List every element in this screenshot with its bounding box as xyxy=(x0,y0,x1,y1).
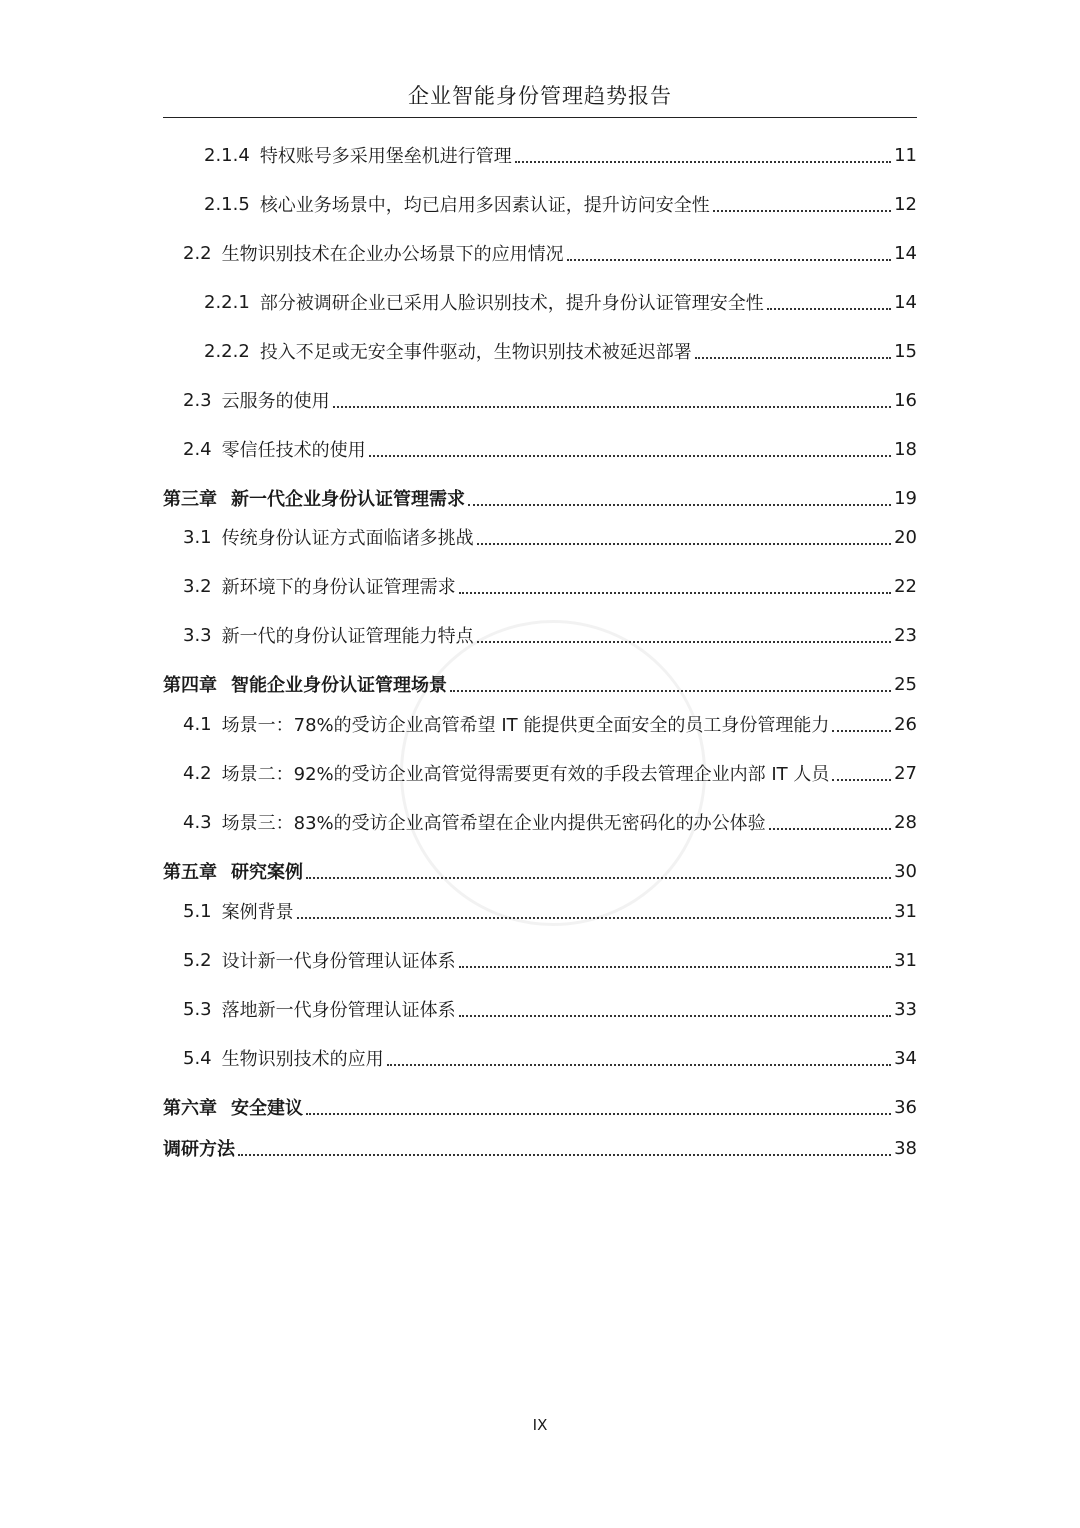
toc-entry-title: 云服务的使用 xyxy=(221,391,330,412)
toc-entry-page: 31 xyxy=(894,900,917,922)
toc-entry[interactable] xyxy=(204,140,917,170)
toc-dot-leader xyxy=(450,690,891,692)
toc-entry[interactable] xyxy=(183,434,917,464)
toc-entry[interactable] xyxy=(183,807,917,837)
toc-entry-number: 2.1.4 xyxy=(204,144,250,166)
toc-entry-number: 2.1.5 xyxy=(204,193,250,215)
toc-entry-page: 12 xyxy=(894,193,917,215)
toc-entry-title: 调研方法 xyxy=(163,1139,235,1160)
toc-entry-title: 生物识别技术的应用 xyxy=(221,1049,384,1070)
toc-dot-leader xyxy=(767,308,891,310)
toc-dot-leader xyxy=(459,592,891,594)
toc-dot-leader xyxy=(459,1015,891,1017)
toc-entry-number: 2.2.2 xyxy=(204,340,250,362)
toc-dot-leader xyxy=(695,357,891,359)
toc-dot-leader xyxy=(369,455,891,457)
toc-entry-title: 特权账号多采用堡垒机进行管理 xyxy=(259,146,512,167)
toc-dot-leader xyxy=(468,504,891,506)
toc-entry-page: 30 xyxy=(894,860,917,882)
toc-entry[interactable] xyxy=(204,336,917,366)
toc-dot-leader xyxy=(387,1064,891,1066)
toc-entry-number: 5.1 xyxy=(183,900,212,922)
toc-entry-page: 28 xyxy=(894,811,917,833)
running-header-title: 企业智能身份管理趋势报告 xyxy=(408,84,672,108)
toc-dot-leader xyxy=(238,1154,891,1156)
toc-entry-page: 20 xyxy=(894,526,917,548)
toc-entry[interactable] xyxy=(163,483,917,513)
toc-entry[interactable] xyxy=(183,571,917,601)
toc-entry-number: 3.3 xyxy=(183,624,212,646)
toc-entry-title: 新一代企业身份认证管理需求 xyxy=(231,489,465,510)
toc-entry-title: 部分被调研企业已采用人脸识别技术，提升身份认证管理安全性 xyxy=(259,293,764,314)
toc-entry-number: 5.4 xyxy=(183,1047,212,1069)
toc-entry-title: 场景二：92%的受访企业高管觉得需要更有效的手段去管理企业内部 IT 人员 xyxy=(221,764,830,785)
toc-dot-leader xyxy=(477,641,891,643)
toc-entry[interactable] xyxy=(163,1133,917,1163)
toc-entry[interactable] xyxy=(183,522,917,552)
toc-dot-leader xyxy=(459,966,891,968)
toc-entry-title: 投入不足或无安全事件驱动，生物识别技术被延迟部署 xyxy=(259,342,692,363)
toc-entry-number: 4.3 xyxy=(183,811,212,833)
toc-entry-number: 3.1 xyxy=(183,526,212,548)
toc-entry-page: 25 xyxy=(894,673,917,695)
toc-entry-number: 2.4 xyxy=(183,438,212,460)
toc-dot-leader xyxy=(477,543,891,545)
toc-entry[interactable] xyxy=(204,189,917,219)
toc-entry-page: 16 xyxy=(894,389,917,411)
toc-dot-leader xyxy=(306,877,891,879)
toc-entry-page: 19 xyxy=(894,487,917,509)
toc-entry-title: 案例背景 xyxy=(221,902,294,923)
toc-entry-page: 27 xyxy=(894,762,917,784)
toc-entry-page: 33 xyxy=(894,998,917,1020)
toc-entry-page: 11 xyxy=(894,144,917,166)
toc-entry-title: 场景三：83%的受访企业高管希望在企业内提供无密码化的办公体验 xyxy=(221,813,766,834)
toc-entry-title: 场景一：78%的受访企业高管希望 IT 能提供更全面安全的员工身份管理能力 xyxy=(221,715,830,736)
toc-dot-leader xyxy=(306,1113,891,1115)
toc-entry-number: 5.3 xyxy=(183,998,212,1020)
toc-entry[interactable] xyxy=(183,385,917,415)
toc-entry-page: 31 xyxy=(894,949,917,971)
toc-entry-page: 18 xyxy=(894,438,917,460)
toc-entry-page: 15 xyxy=(894,340,917,362)
toc-entry-number: 第六章 xyxy=(163,1098,217,1119)
toc-entry-title: 智能企业身份认证管理场景 xyxy=(231,675,447,696)
toc-entry-number: 第五章 xyxy=(163,862,217,883)
toc-dot-leader xyxy=(567,259,891,261)
toc-entry[interactable] xyxy=(183,620,917,650)
toc-entry-number: 第三章 xyxy=(163,489,217,510)
toc-entry-page: 34 xyxy=(894,1047,917,1069)
toc-dot-leader xyxy=(333,406,891,408)
toc-entry-page: 23 xyxy=(894,624,917,646)
toc-entry[interactable] xyxy=(163,856,917,886)
toc-entry-title: 传统身份认证方式面临诸多挑战 xyxy=(221,528,474,549)
toc-entry[interactable] xyxy=(183,758,917,788)
toc-entry-number: 2.2 xyxy=(183,242,212,264)
toc-entry-number: 4.1 xyxy=(183,713,212,735)
toc-entry-page: 38 xyxy=(894,1137,917,1159)
toc-entry[interactable] xyxy=(163,669,917,699)
page-number: IX xyxy=(532,1416,548,1434)
toc-entry[interactable] xyxy=(183,945,917,975)
toc-entry-page: 22 xyxy=(894,575,917,597)
toc-entry[interactable] xyxy=(183,1043,917,1073)
toc-entry-number: 3.2 xyxy=(183,575,212,597)
toc-entry-title: 落地新一代身份管理认证体系 xyxy=(221,1000,456,1021)
toc-dot-leader xyxy=(832,730,891,732)
toc-entry-number: 第四章 xyxy=(163,675,217,696)
toc-entry-page: 36 xyxy=(894,1096,917,1118)
toc-entry-page: 14 xyxy=(894,291,917,313)
toc-dot-leader xyxy=(297,917,891,919)
toc-entry-title: 新环境下的身份认证管理需求 xyxy=(221,577,456,598)
toc-entry-title: 核心业务场景中，均已启用多因素认证，提升访问安全性 xyxy=(259,195,710,216)
toc-entry[interactable] xyxy=(183,896,917,926)
toc-entry-number: 5.2 xyxy=(183,949,212,971)
toc-entry-title: 设计新一代身份管理认证体系 xyxy=(221,951,456,972)
toc-entry-title: 生物识别技术在企业办公场景下的应用情况 xyxy=(221,244,564,265)
toc-dot-leader xyxy=(769,828,891,830)
toc-entry[interactable] xyxy=(183,994,917,1024)
toc-entry-title: 零信任技术的使用 xyxy=(221,440,366,461)
toc-entry-page: 26 xyxy=(894,713,917,735)
toc-entry[interactable] xyxy=(163,1092,917,1122)
toc-entry-number: 2.2.1 xyxy=(204,291,250,313)
toc-entry-number: 2.3 xyxy=(183,389,212,411)
toc-entry-title: 安全建议 xyxy=(231,1098,303,1119)
toc-entry[interactable] xyxy=(183,238,917,268)
toc-entry[interactable] xyxy=(183,709,917,739)
toc-dot-leader xyxy=(515,161,891,163)
toc-entry-title: 研究案例 xyxy=(231,862,303,883)
toc-entry-page: 14 xyxy=(894,242,917,264)
toc-entry-number: 4.2 xyxy=(183,762,212,784)
toc-entry-title: 新一代的身份认证管理能力特点 xyxy=(221,626,474,647)
toc-dot-leader xyxy=(713,210,891,212)
toc-entry[interactable] xyxy=(204,287,917,317)
toc-dot-leader xyxy=(832,779,891,781)
